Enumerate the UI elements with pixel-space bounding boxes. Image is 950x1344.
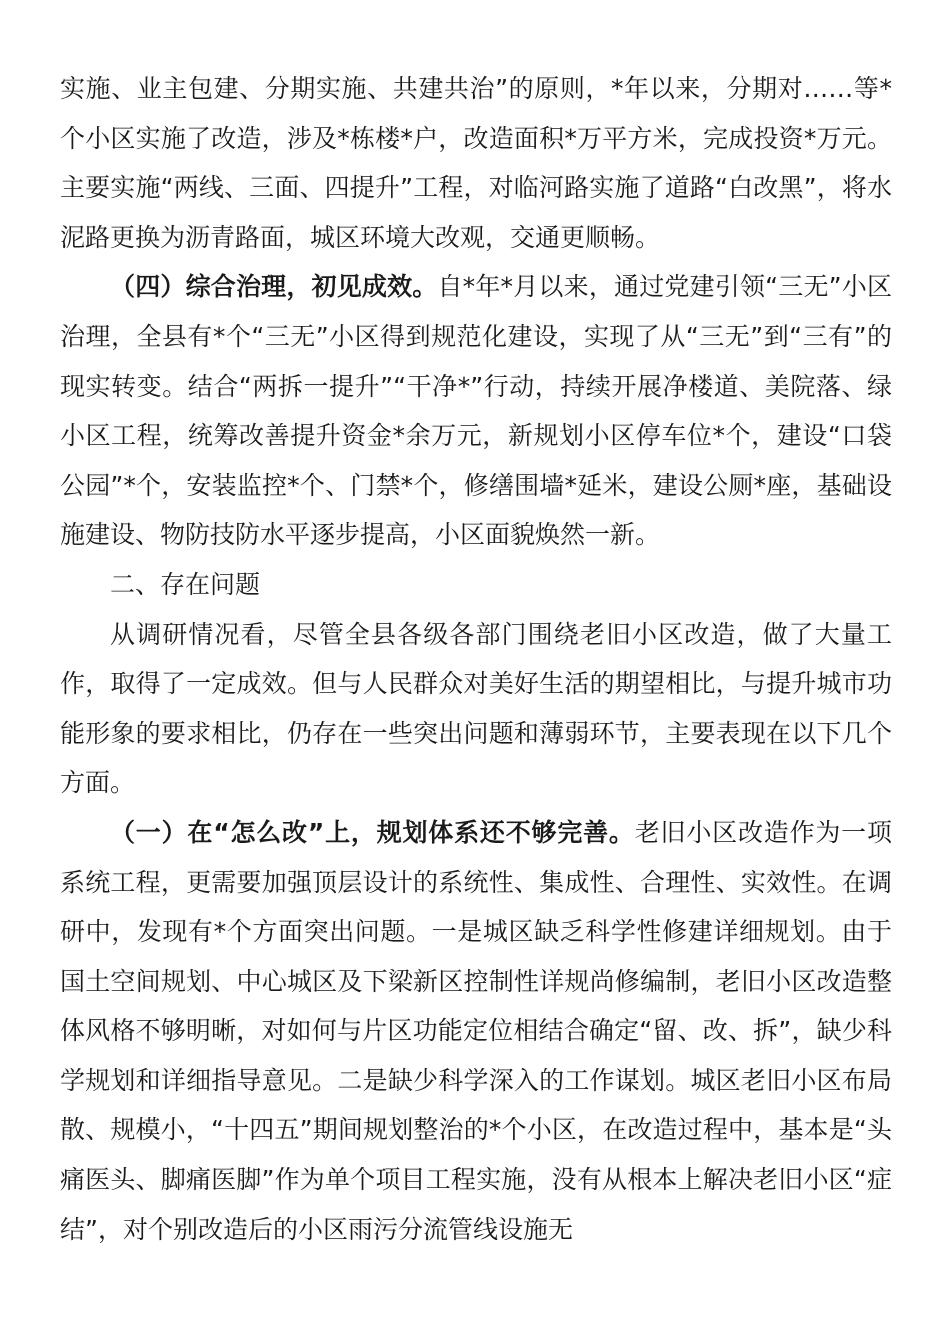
paragraph-continuation xyxy=(60,64,892,262)
paragraph-text: 从调研情况看，尽管全县各级各部门围绕老旧小区改造，做了大量工作，取得了一定成效。但与人民群众对美好生活的期望相比，与提升城市功能形象的要求相比，仍存在一些突出问题和薄弱环节，主要表现在以下几个方面。 xyxy=(60,619,892,798)
paragraph-text: 实施、业主包建、分期实施、共建共治”的原则，*年以来，分期对……等*个小区实施了改造，涉及*栋楼*户，改造面积*万平方米，完成投资*万元。主要实施“两线、三面、四提升”工程，对临河路实施了道路“白改黑”，将水泥路更换为沥青路面，城区环境大改观，交通更顺畅。 xyxy=(60,74,892,252)
paragraph-problem-one xyxy=(60,808,892,1254)
paragraph-heading: （四）综合治理，初见成效。 xyxy=(110,272,438,302)
paragraph-problems-intro xyxy=(60,610,892,808)
paragraph-section-four xyxy=(60,262,892,560)
paragraph-text: 老旧小区改造作为一项系统工程，更需要加强顶层设计的系统性、集成性、合理性、实效性。在调研中，发现有*个方面突出问题。一是城区缺乏科学性修建详细规划。由于国土空间规划、中心城区及下梁新区控制性详规尚修编制，老旧小区改造整体风格不够明晰，对如何与片区功能定位相结合确定“留、改、拆”，缺少科学规划和详细指导意见。二是缺少科学深入的工作谋划。城区老旧小区布局散、规模小，“十四五”期间规划整治的*个小区，在改造过程中，基本是“头痛医头、脚痛医脚”作为单个项目工程实施，没有从根本上解决老旧小区“症结”，对个别改造后的小区雨污分流管线设施无 xyxy=(60,817,892,1244)
section-heading xyxy=(60,560,892,610)
paragraph-heading: （一）在“怎么改”上，规划体系还不够完善。 xyxy=(110,817,635,847)
section-title: 二、存在问题 xyxy=(110,569,261,599)
document-body xyxy=(60,64,892,1254)
paragraph-text: 自*年*月以来，通过党建引领“三无”小区治理，全县有*个“三无”小区得到规范化建设，实现了从“三无”到“三有”的现实转变。结合“两拆一提升”“干净*”行动，持续开展净楼道、美院落、绿小区工程，统筹改善提升资金*余万元，新规划小区停车位*个，建设“口袋公园”*个，安装监控*个、门禁*个，修缮围墙*延米，建设公厕*座，基础设施建设、物防技防水平逐步提高，小区面貌焕然一新。 xyxy=(60,272,892,550)
